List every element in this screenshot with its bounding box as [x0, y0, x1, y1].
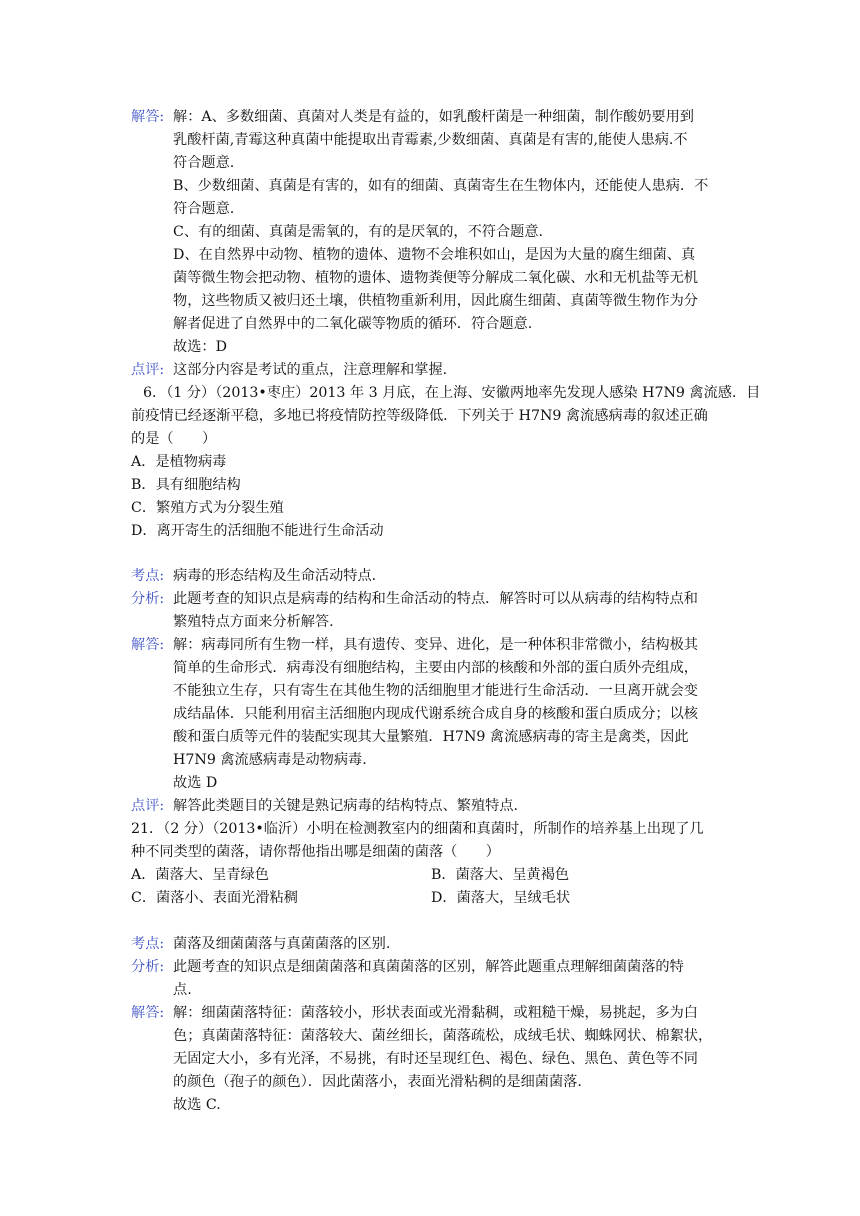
comment-label: 点评:: [131, 798, 165, 814]
question-stem-line: 21．（2 分）（2013•临沂）小明在检测教室内的细菌和真菌时，所制作的培养基上出现了几: [131, 821, 704, 837]
option-d: D．离开寄生的活细胞不能进行生命活动: [131, 523, 384, 539]
answer-line: 成结晶体．只能利用宿主活细胞内现成代谢系统合成自身的核酸和蛋白质成分；以核: [173, 706, 698, 722]
answer-label: 解答:: [131, 109, 165, 125]
point-label: 考点:: [131, 936, 165, 952]
option-a: A．菌落大、呈青绿色: [131, 867, 269, 883]
question-stem-line: 种不同类型的菌落，请你帮他指出哪是细菌的菌落（ ）: [131, 844, 500, 860]
answer-line: 物，这些物质又被归还土壤，供植物重新利用，因此腐生细菌、真菌等微生物作为分: [173, 293, 698, 309]
answer-line: 简单的生命形式．病毒没有细胞结构，主要由内部的核酸和外部的蛋白质外壳组成，: [173, 660, 698, 676]
answer-line: 解：细菌菌落特征：菌落较小，形状表面或光滑黏稠，或粗糙干燥，易挑起，多为白: [173, 1005, 698, 1021]
analysis-label: 分析:: [131, 959, 165, 975]
answer-line: C、有的细菌、真菌是需氧的，有的是厌氧的，不符合题意.: [173, 224, 544, 240]
option-b: B．具有细胞结构: [131, 477, 241, 493]
answer-line: 乳酸杆菌,青霉这种真菌中能提取出青霉素,少数细菌、真菌是有害的,能使人患病.不: [173, 132, 688, 148]
analysis-line: 繁殖特点方面来分析解答.: [173, 614, 334, 630]
option-a: A．是植物病毒: [131, 454, 227, 470]
answer-line: 菌等微生物会把动物、植物的遗体、遗物粪便等分解成二氧化碳、水和无机盐等无机: [173, 270, 698, 286]
comment-label: 点评:: [131, 362, 165, 378]
answer-line: 解：A、多数细菌、真菌对人类是有益的，如乳酸杆菌是一种细菌，制作酸奶要用到: [173, 109, 694, 125]
question-stem-line: 前疫情已经逐渐平稳，多地已将疫情防控等级降低．下列关于 H7N9 禽流感病毒的叙述正确: [131, 408, 708, 424]
answer-line: 不能独立生存，只有寄生在其他生物的活细胞里才能进行生命活动．一旦离开就会变: [173, 683, 698, 699]
comment-text: 解答此类题目的关键是熟记病毒的结构特点、繁殖特点.: [173, 798, 519, 814]
answer-line: H7N9 禽流感病毒是动物病毒.: [173, 752, 367, 768]
option-b: B．菌落大、呈黄褐色: [431, 867, 570, 883]
question-stem-line: 6．（1 分）（2013•枣庄）2013 年 3 月底，在上海、安徽两地率先发现人感染 H7N9 禽流感．目: [143, 385, 761, 401]
answer-line: 故选：D: [173, 339, 227, 355]
analysis-line: 此题考查的知识点是病毒的结构和生命活动的特点．解答时可以从病毒的结构特点和: [173, 591, 698, 607]
answer-line: 解：病毒同所有生物一样，具有遗传、变异、进化，是一种体积非常微小，结构极其: [173, 637, 698, 653]
answer-line: 的颜色（孢子的颜色）．因此菌落小，表面光滑粘稠的是细菌菌落.: [173, 1074, 582, 1090]
answer-line: B、少数细菌、真菌是有害的，如有的细菌、真菌寄生在生物体内，还能使人患病．不: [173, 178, 709, 194]
answer-line: 故选 D: [173, 775, 218, 791]
analysis-line: 点.: [173, 982, 192, 998]
point-label: 考点:: [131, 568, 165, 584]
answer-line: 解者促进了自然界中的二氧化碳等物质的循环．符合题意.: [173, 316, 533, 332]
answer-line: 故选 C.: [173, 1097, 221, 1113]
point-text: 菌落及细菌菌落与真菌菌落的区别.: [173, 936, 391, 952]
answer-label: 解答:: [131, 1005, 165, 1021]
question-stem-line: 的是（ ）: [131, 431, 217, 447]
analysis-label: 分析:: [131, 591, 165, 607]
option-d: D．菌落大，呈绒毛状: [431, 890, 571, 906]
analysis-line: 此题考查的知识点是细菌菌落和真菌菌落的区别，解答此题重点理解细菌菌落的特: [173, 959, 684, 975]
answer-line: 色；真菌菌落特征：菌落较大、菌丝细长，菌落疏松，成绒毛状、蜘蛛网状、棉絮状，: [173, 1028, 713, 1044]
option-c: C．菌落小、表面光滑粘稠: [131, 890, 298, 906]
answer-line: 无固定大小，多有光泽，不易挑，有时还呈现红色、褐色、绿色、黑色、黄色等不同: [173, 1051, 698, 1067]
option-c: C．繁殖方式为分裂生殖: [131, 500, 284, 516]
answer-label: 解答:: [131, 637, 165, 653]
point-text: 病毒的形态结构及生命活动特点.: [173, 568, 377, 584]
answer-line: 符合题意.: [173, 155, 235, 171]
answer-line: 符合题意.: [173, 201, 235, 217]
comment-text: 这部分内容是考试的重点，注意理解和掌握.: [173, 362, 448, 378]
answer-line: 酸和蛋白质等元件的装配实现其大量繁殖．H7N9 禽流感病毒的寄主是禽类，因此: [173, 729, 689, 745]
answer-line: D、在自然界中动物、植物的遗体、遗物不会堆积如山，是因为大量的腐生细菌、真: [173, 247, 696, 263]
